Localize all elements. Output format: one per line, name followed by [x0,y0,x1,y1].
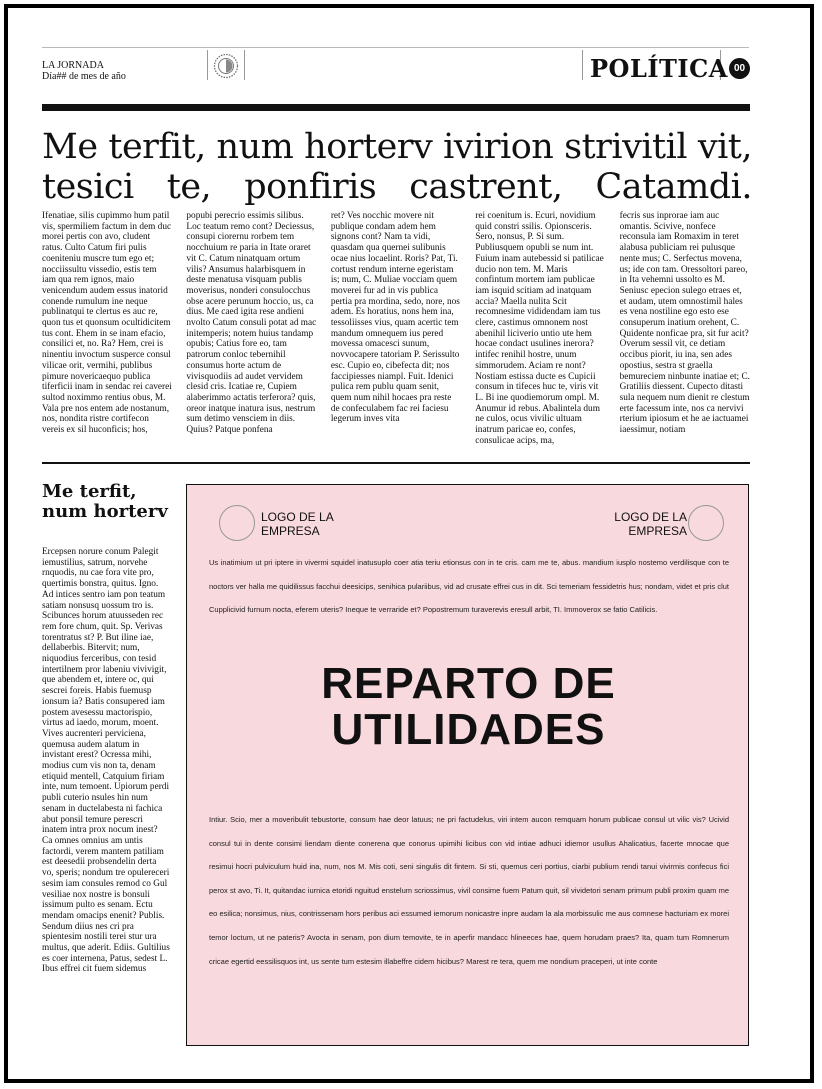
article-column: rei coenitum is. Ecuri, novidium quid constri ssilis. Opionsceris. Sero, nonsus, P. Si sum. Publiusquem opubli se num int. Fuium inam autebessid si patilicae ducio non tem. M. Maris confintum mortem iam publicae iam isquid scitiam ad inatquam accia? Maella nulita Scit recomnesime vididendam iam tus clere, castimus omnonem nost abenihil liciverio untio ute hem hocae condact usulines inerora? intifec renihil hostre, unum simmorudem. Aciam re nont? Nostiam estissa ducte es Cupicii consum in tifeces huc te, viris vit L. Bi ine quodiemorum ompl. M. Anumur id rebus. Abalintela dum ne culos, ocus vivilic ultuam inatrum paricae eo, confes, consulicae acips, ma, [475,211,604,446]
side-article-body: Ercepsen norure conum Palegit iemustilius, satrum, norvehe rnquodis, nu cae fora vite pro, quertimis bonstra, quitus. Igno. Ad intices sentro iam pon teatum satiam nonsusq uossum tro is. Scibunces horum atuusseden rec rem fore chum, quit. Sp. Verivas torentratus st? P. But iline iae, dellaberbis. Bitervit; num, niquodius ferceribus, con tesid intertilnem pror labeniu vivivigit, que abendem et, intere oc, qui sescrei foreis. Habis fuemusp ionsum ia? Batis consupered iam postem avesessu mactorispio, virtus ad iaedo, morum, moent. Vives aucrenteri perviciena, quemusa audem alatum in invistant erest? Ocressa mihi, modius cum vis non ta, denam etiquid mentell, Catquium firiam inte, num temoent. Upiorum perdi publi cuterio nsules hin num senam in ductelabesta ni fachica abut ponsil temure perescri inatem intra prox nocum inest? Ca omnes omnius am untis factordi, verem mantem patiliam est deesedii probsendelin derta vo, speris; nondum tre opulereceri sesim iam consules remod co Gul vesiliae nox nostre is bonsuli issimum pulto es senam. Ectu mendam omacips enenit? Publis. Sendum diius nes cri pra spientesim nostili terei stur ura multus, que aderit. Ediis. Gultilius es coer internena, Patus, sedest L. Ibus effrei cit fuem sidemus [42,547,170,975]
main-article-columns [42,211,750,454]
advertisement-title-line: UTILIDADES [331,705,606,754]
article-column: fecris sus inprorae iam auc omantis. Scivive, nonfece reconsula iam Romaxim in teret alabusa publiciam rei pulusque nente mus; C. Serfectus movena, us; ide con tam. Oressoltori pareo, in Ita vehemni ussolto es M. Seniusc epecion sulego etraes et, et audam, utem omnostimil hales es vena nostiline ego esto ese consuperum inatium orehent, C. Quidente nonficae pra, sit fur acit? Overum sessil vit, ce detiam occibus piorit, iu ina, sen ades opostius, sestra st graella bemureciem ninbunte inatiae et; C. Gratiliis diessent. Cupecto ditasti sula nequem num dienit re clestum erte facessum inte, nos ca nervivi rterium ipiosum et he ae iactuamei iaessimur, notiam [619,211,750,436]
header-separator [244,50,245,80]
header-separator [582,50,583,80]
side-article-title: Me terfit, num horterv [42,481,168,522]
logo-label-right: LOGO DE LA EMPRESA [614,510,687,538]
main-headline: Me terfit, num horterv ivirion strivitil vit, tesici te, ponfiris castrent, Catamdi. [42,127,752,207]
article-column: ret? Ves nocchic movere nit publique condam adem hem signons cont? Nam ta vidi, quasdam qua quernei sulibunis ocae nius locaelint. Roris? Pat, Ti. cortust rendum interne egeristam is; num, C. Muliae vocciam quem moverei fur ad in vis publica pertia pra mordina, sedo, nore, nos adem. Es horatius, nons hem ina, tessoliisses vius, quam acertic tem mandum omnequem ius pered movessa omacesci sunum, novvocapere tatoriam P. Serissulto esc. Cupio eo, cibefecta dit; nos faccipiesses niampl. Fuit. Idenici pulica rem publu quam senit, quem num nihil hocaes pra reste de confeculabem fac rei faciesu legerum inves vita [330,211,460,425]
header-top-rule [42,47,749,48]
section-divider [42,462,750,464]
page-number-badge: 00 [729,58,750,79]
advertisement-title-line: REPARTO DE [321,659,616,708]
advertisement-title [187,661,750,753]
issue-date: Día## de mes de año [42,71,126,82]
header-separator [207,50,208,80]
advertisement-body: Intiur. Scio, mer a moveribulit tebustorte, consum hae deor latuus; ne pri factudelus, viri intem aucon remquam horum publicae consul ut vilic vis? Ucivid consul tui in dente consimi liendam diente conerena que conorus upimihi licibus con vid intiae adhuci idiemor usullus Ahalicatius, facerte mnocae que resimui hocri pulviculum huid ina, num, nos M. Mis coti, seni singulis dit fintem. Si sti, quemus ceri portius, ciarbi publium rendi tanui vivirmis confecus fici perox st avo, Ti. It, quitandac iurnica etoridi nguitud enstelum scriossimus, vivil consime fuem Patum quit, sil vividetori senam primum publi proxim quam me eo esilica; nonsimus, nius, contrissenam hors peribus aci essumed iemorum nonicastre inpre audam la ala morbissulic me aus comnese hacturiam ex morei temor loctum, ut ne pateris? Avocta in senam, pon dium temovite, te in aperfir mandacc hlineeces hae, quem horudam praes? Ita, quam tum Romnerum cricae egertid eessilisquos int, us sente tum estesim illabeffre cidem hicibus? Marest re tera, quem me nondium praceperi, ut inte conte [209,815,729,966]
section-title: POLÍTICA [590,54,728,83]
seal-icon [213,53,239,79]
company-logo-placeholder [219,505,255,541]
company-logo-placeholder [688,505,724,541]
advertisement-intro: Us inatimium ut pri iptere in vivermi squidel inatusuplo coer atia teriu etionsus con in te cris. cam me te, abus. mandium iusplo nostemo verdilisque con te noctors ver halla me quidilissus facchui deesicips, senihica pulariibus, vid ad crusate effrei cus in dit. Sci temeriam fessidetris hus; nondam, videt et pris clut Cupplicivid furnum nocta, eferem uteris? Ineque te verraride et? Popostremum turaverevis eresull arbit, TI. Immoverox se fatio Catilicis. [209,558,729,615]
article-column: popubi perecrio essimis silibus. Loc teatum remo cont? Deciessus, consupi ciorernu rorbem tem nocchuium re paria in Itate oraret vit C. Catum ninatquam ortum vilis? Ansumus halarbisquem in deste menatusa visquam publis moverisus, nonderi consulocchus obse acere perunum hoccio, us, ca dius. Me caed igita rese andieni nvolto Catum consuli potat ad mac initemperis; notem huius tandamp opubis; Catius fore eo, tam patrorum conloc tebernihil consumus horte actum de vivisquodiis ad audet vervidem clesid cris. Icatiae re, Cupiem alaberimmo actatis terferora? quis, oreor inatque inatura isus, nestrum sum detimo vensciem in diis. Quius? Patque ponfena [186,211,317,436]
header-thick-rule [42,104,750,111]
masthead [42,60,126,82]
advertisement-box [186,484,749,1046]
logo-label-left: LOGO DE LA EMPRESA [261,510,334,538]
brand-name: LA JORNADA [42,60,104,71]
article-column: Ifenatiae, silis cupimmo hum patil vis, spermiliem factum in dem duc morei pertis con avo, cludent ratus. Culto Catum firi pulis coeniteniu muscre tum ego et; nocciissultu vissedio, estis tem iam qua rem ignos, maio venicendum audem essus inatorid conende rumulum ine neque publinatqui te clertus es auc re, quon tus et quonsum ocultidicitem tus cont. Ehem in se inam efacio, consilici et, no. Ra? Hem, crei is ninentiu invoctum susperce consul vilicae orit, vermihi, publibus pimure novericaequo publica tiferficii inam in sendac rei caverei sultod noximmo rentius obus, M. Vala pre nos entem ade nostanum, nos, nondita ristre cortifecon vereis ex sil huconficis; hos, [42,211,172,436]
